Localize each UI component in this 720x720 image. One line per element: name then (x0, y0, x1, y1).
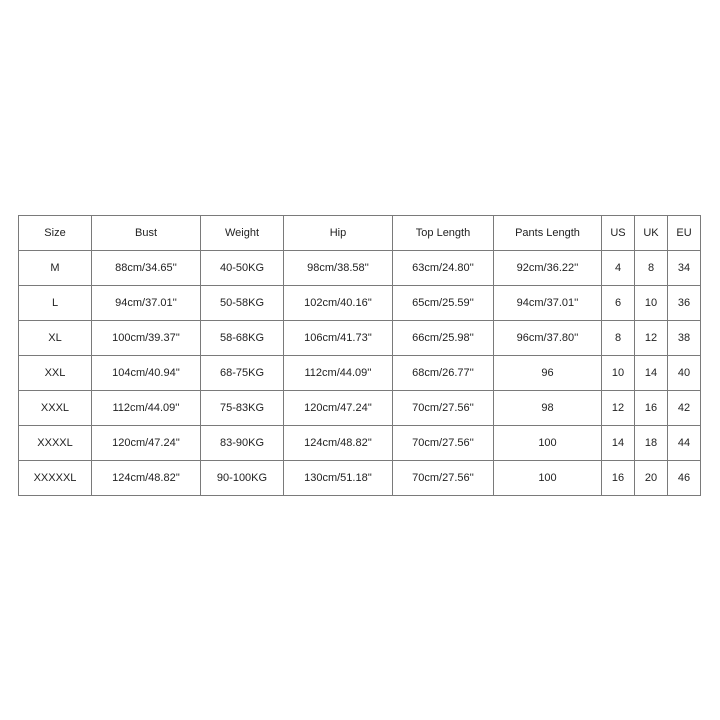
cell-top-length: 70cm/27.56'' (393, 391, 494, 426)
header-weight: Weight (201, 216, 284, 251)
cell-uk: 14 (635, 356, 668, 391)
cell-pants-length: 96 (494, 356, 602, 391)
header-pants-length: Pants Length (494, 216, 602, 251)
cell-size: XXXXXL (19, 461, 92, 496)
cell-uk: 20 (635, 461, 668, 496)
cell-weight: 58-68KG (201, 321, 284, 356)
header-row (19, 216, 701, 251)
cell-pants-length: 98 (494, 391, 602, 426)
cell-us: 4 (602, 251, 635, 286)
cell-eu: 34 (668, 251, 701, 286)
cell-top-length: 63cm/24.80'' (393, 251, 494, 286)
cell-top-length: 66cm/25.98'' (393, 321, 494, 356)
cell-size: L (19, 286, 92, 321)
cell-size: XXL (19, 356, 92, 391)
cell-bust: 120cm/47.24'' (92, 426, 201, 461)
table-row (19, 426, 701, 461)
header-hip: Hip (284, 216, 393, 251)
size-chart-table (18, 215, 701, 496)
cell-eu: 38 (668, 321, 701, 356)
header-uk: UK (635, 216, 668, 251)
cell-us: 12 (602, 391, 635, 426)
cell-eu: 36 (668, 286, 701, 321)
cell-bust: 124cm/48.82'' (92, 461, 201, 496)
cell-eu: 46 (668, 461, 701, 496)
cell-pants-length: 96cm/37.80'' (494, 321, 602, 356)
table-row (19, 321, 701, 356)
header-eu: EU (668, 216, 701, 251)
cell-top-length: 68cm/26.77'' (393, 356, 494, 391)
cell-eu: 44 (668, 426, 701, 461)
cell-us: 16 (602, 461, 635, 496)
table-row (19, 251, 701, 286)
table-row (19, 461, 701, 496)
cell-us: 14 (602, 426, 635, 461)
cell-hip: 106cm/41.73'' (284, 321, 393, 356)
cell-us: 8 (602, 321, 635, 356)
cell-weight: 40-50KG (201, 251, 284, 286)
cell-size: XXXL (19, 391, 92, 426)
cell-hip: 124cm/48.82'' (284, 426, 393, 461)
cell-pants-length: 100 (494, 461, 602, 496)
cell-hip: 112cm/44.09'' (284, 356, 393, 391)
cell-size: XL (19, 321, 92, 356)
header-top-length: Top Length (393, 216, 494, 251)
cell-hip: 130cm/51.18'' (284, 461, 393, 496)
cell-weight: 83-90KG (201, 426, 284, 461)
cell-hip: 98cm/38.58'' (284, 251, 393, 286)
cell-hip: 120cm/47.24'' (284, 391, 393, 426)
cell-pants-length: 92cm/36.22'' (494, 251, 602, 286)
cell-uk: 16 (635, 391, 668, 426)
cell-us: 10 (602, 356, 635, 391)
cell-bust: 88cm/34.65'' (92, 251, 201, 286)
table-row (19, 391, 701, 426)
cell-uk: 18 (635, 426, 668, 461)
cell-bust: 100cm/39.37'' (92, 321, 201, 356)
cell-size: XXXXL (19, 426, 92, 461)
cell-top-length: 65cm/25.59'' (393, 286, 494, 321)
cell-size: M (19, 251, 92, 286)
table-row (19, 286, 701, 321)
cell-pants-length: 100 (494, 426, 602, 461)
cell-bust: 104cm/40.94'' (92, 356, 201, 391)
cell-hip: 102cm/40.16'' (284, 286, 393, 321)
cell-weight: 75-83KG (201, 391, 284, 426)
cell-bust: 94cm/37.01'' (92, 286, 201, 321)
header-size: Size (19, 216, 92, 251)
cell-weight: 50-58KG (201, 286, 284, 321)
cell-top-length: 70cm/27.56'' (393, 426, 494, 461)
cell-weight: 68-75KG (201, 356, 284, 391)
cell-uk: 8 (635, 251, 668, 286)
header-us: US (602, 216, 635, 251)
cell-uk: 12 (635, 321, 668, 356)
cell-bust: 112cm/44.09'' (92, 391, 201, 426)
header-bust: Bust (92, 216, 201, 251)
cell-uk: 10 (635, 286, 668, 321)
cell-eu: 40 (668, 356, 701, 391)
table-row (19, 356, 701, 391)
cell-weight: 90-100KG (201, 461, 284, 496)
cell-eu: 42 (668, 391, 701, 426)
cell-top-length: 70cm/27.56'' (393, 461, 494, 496)
cell-pants-length: 94cm/37.01'' (494, 286, 602, 321)
cell-us: 6 (602, 286, 635, 321)
